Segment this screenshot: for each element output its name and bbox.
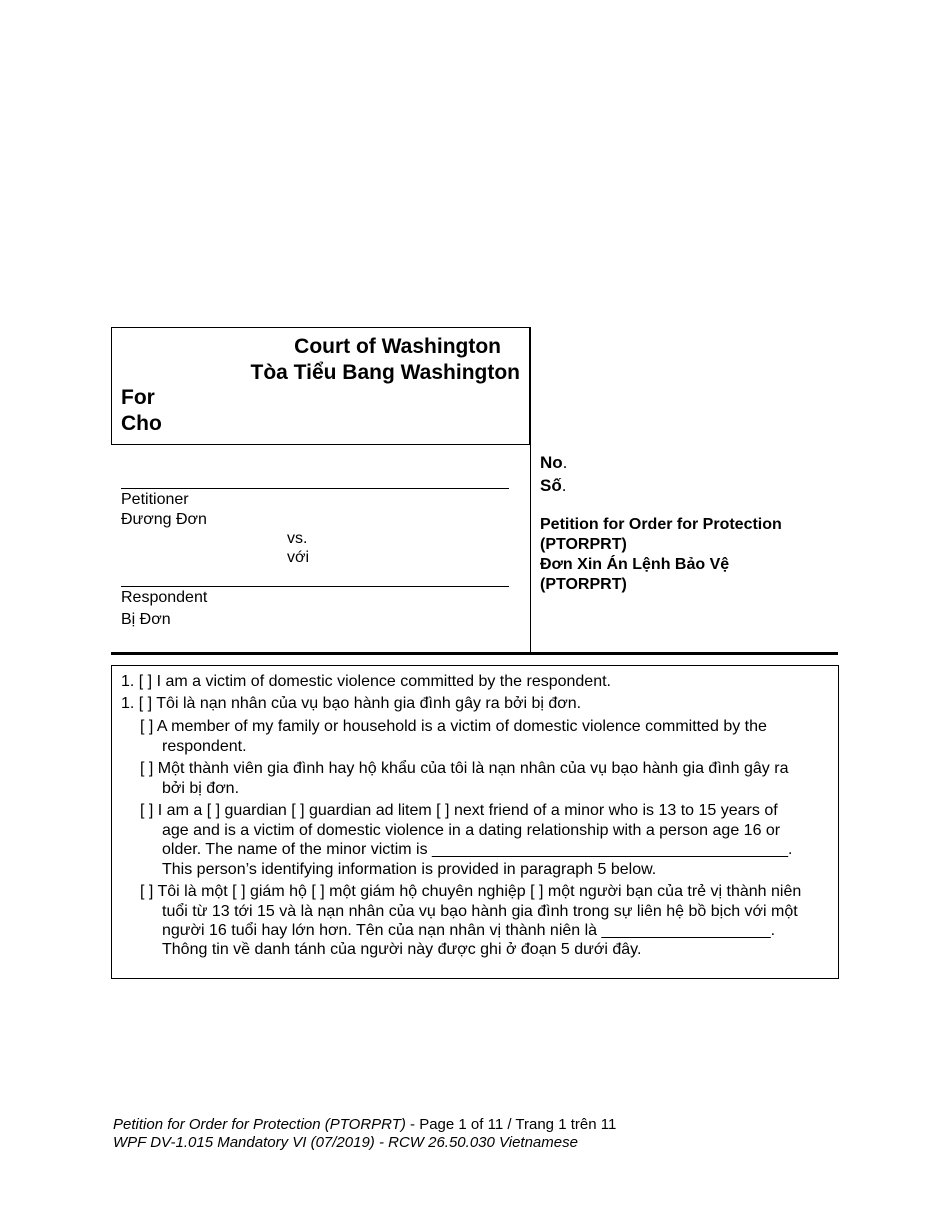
case-number-vi[interactable] (540, 476, 566, 496)
guardian-option-vi-2: tuổi từ 13 tới 15 và là nạn nhân của vụ bạo hành gia đình trong sự liên hệ bồ bịch với một (162, 903, 798, 920)
form-code-en: (PTORPRT) (540, 536, 627, 553)
item-1-en[interactable]: 1. [ ] I am a victim of domestic violence committed by the respondent. (121, 673, 611, 690)
guardian-option-en-2: age and is a victim of domestic violence in a dating relationship with a person age 16 or (162, 822, 781, 839)
respondent-label-vi: Bị Đơn (121, 611, 171, 628)
footer-line-1 (113, 1116, 616, 1133)
court-box (111, 327, 530, 445)
court-name-en: Court of Washington (294, 335, 501, 358)
caption-divider (530, 327, 531, 653)
vs-label-vi: với (287, 549, 310, 566)
case-number-period-vi: . (561, 476, 567, 495)
case-number-label-vi: Số (540, 476, 562, 495)
form-title-vi: Đơn Xin Án Lệnh Bảo Vệ (540, 556, 730, 573)
petitioner-label-en: Petitioner (121, 491, 189, 508)
case-number-en[interactable] (540, 453, 567, 473)
member-option-en-2: respondent. (162, 738, 247, 755)
caption-bottom-rule (111, 652, 838, 655)
footer-page-number: - Page 1 of 11 / Trang 1 trên 11 (405, 1116, 617, 1133)
footer-form-title: Petition for Order for Protection (PTORPRT) (113, 1116, 406, 1133)
member-option-en-1[interactable]: [ ] A member of my family or household is a victim of domestic violence committed by the (140, 718, 767, 735)
member-option-vi-1[interactable]: [ ] Một thành viên gia đình hay hộ khẩu của tôi là nạn nhân của vụ bạo hành gia đình gây ra (140, 760, 789, 777)
guardian-option-vi-4: Thông tin về danh tánh của người này được ghi ở đoạn 5 dưới đây. (162, 941, 642, 958)
form-code-vi: (PTORPRT) (540, 576, 627, 593)
respondent-name-line[interactable] (121, 586, 509, 587)
guardian-option-en-1[interactable]: [ ] I am a [ ] guardian [ ] guardian ad litem [ ] next friend of a minor who is 13 to 15 years of (140, 802, 778, 819)
guardian-option-en-3[interactable]: older. The name of the minor victim is ________________________________________. (162, 841, 793, 858)
for-label-vi: Cho (121, 412, 162, 435)
for-label-en: For (121, 386, 155, 409)
petitioner-name-line[interactable] (121, 488, 509, 489)
guardian-option-vi-1[interactable]: [ ] Tôi là một [ ] giám hộ [ ] một giám hộ chuyên nghiệp [ ] một người bạn của trẻ vị thành niên (140, 883, 802, 900)
guardian-option-vi-3[interactable]: người 16 tuổi hay lớn hơn. Tên của nạn nhân vị thành niên là ___________________. (162, 922, 776, 939)
member-option-vi-2: bởi bị đơn. (162, 780, 240, 797)
petition-section-1 (111, 665, 839, 979)
item-1-vi[interactable]: 1. [ ] Tôi là nạn nhân của vụ bạo hành gia đình gây ra bởi bị đơn. (121, 695, 582, 712)
respondent-label-en: Respondent (121, 589, 208, 606)
petitioner-label-vi: Đương Đơn (121, 511, 207, 528)
vs-label-en: vs. (287, 530, 308, 547)
case-caption (111, 327, 530, 653)
case-number-label-en: No (540, 453, 563, 472)
guardian-option-en-4: This person’s identifying information is provided in paragraph 5 below. (162, 861, 657, 878)
form-title-en: Petition for Order for Protection (540, 516, 782, 533)
court-name-vi: Tòa Tiểu Bang Washington (250, 361, 520, 384)
case-number-period: . (562, 453, 568, 472)
footer-form-id: WPF DV-1.015 Mandatory VI (07/2019) - RCW 26.50.030 Vietnamese (113, 1134, 578, 1151)
footer-line-2 (113, 1134, 578, 1151)
